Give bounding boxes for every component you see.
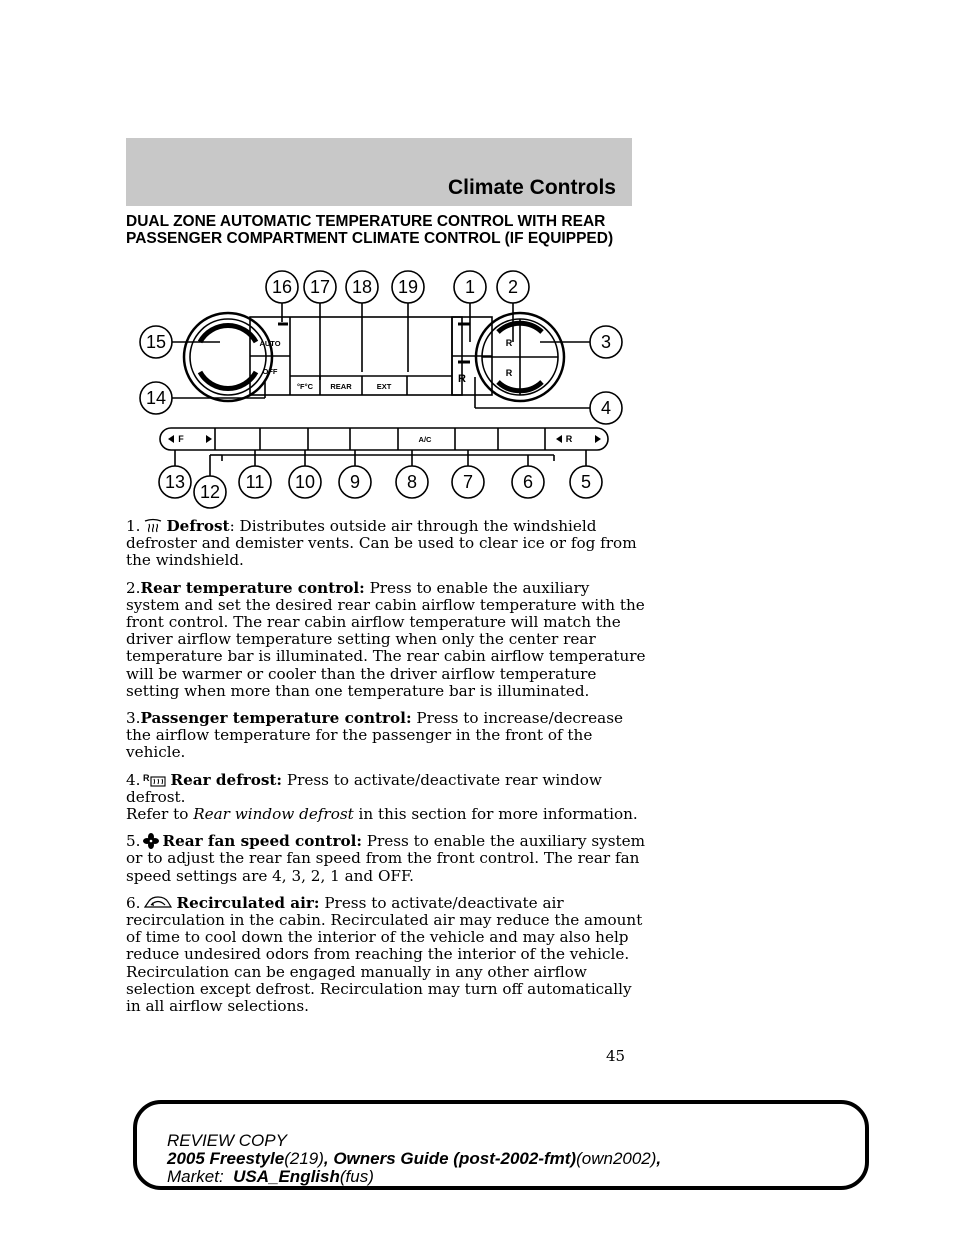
callout-13: 13 [164,472,186,492]
footer-line-3: Market: USA_English(fus) [167,1167,374,1186]
callout-2: 2 [507,277,519,297]
callout-9: 9 [349,472,361,492]
section-title-line-2: PASSENGER COMPARTMENT CLIMATE CONTROL (IF EQUIPPED) [126,230,614,247]
section-name: Climate Controls [447,176,616,199]
callout-3: 3 [600,332,612,352]
units-button-label: °F°C [297,382,313,391]
windshield-defrost-icon [143,518,163,534]
fan-icon [143,833,159,849]
rear-knob-top-label: R [505,338,513,348]
rear-fan-label: R [565,434,573,444]
callout-18: 18 [351,277,373,297]
callout-5: 5 [580,472,592,492]
footer-line-1: REVIEW COPY [167,1131,287,1150]
callout-16: 16 [271,277,293,297]
page-number: 45 [606,1047,626,1065]
auto-button-label: AUTO [259,339,281,348]
callout-19: 19 [397,277,419,297]
callout-1: 1 [464,277,476,297]
fan-arrow-icons [168,435,601,443]
item-2: 2.Rear temperature control: Press to enable the auxiliary system and set the desired rear cabin airflow temperature with the front control. The rear cabin airflow temperature will match the driver airflow temperature setting when only the center rear temperature bar is illuminated. The rear cabin airflow temperature will be warmer or cooler than the driver airflow temperature setting when more than one temperature bar is illuminated. [126,578,646,700]
callout-12: 12 [199,482,221,502]
rear-button-label: REAR [330,382,352,391]
climate-control-panel-diagram [120,262,640,512]
section-title-line-1: DUAL ZONE AUTOMATIC TEMPERATURE CONTROL WITH REAR [126,213,606,230]
recirculation-icon [143,895,173,911]
callout-8: 8 [406,472,418,492]
header-banner [126,138,632,206]
rear-knob-bottom-label: R [505,368,513,378]
svg-text:R: R [142,772,149,783]
item-5: 5. Rear fan speed control: Press to enable the auxiliary system or to adjust the rear fan speed from the front control. The rear fan speed settings are 4, 3, 2, 1 and OFF. [126,832,646,885]
callout-4: 4 [600,398,612,418]
callout-17: 17 [309,277,331,297]
front-fan-label: F [178,434,184,444]
callout-14: 14 [145,388,167,408]
callout-10: 10 [294,472,316,492]
section-title [126,213,646,247]
item-6: 6. Recirculated air: Press to activate/deactivate air recirculation in the cabin. Recirculated air may reduce the amount of time to cool down the interior of the vehicle and may also help reduce undesired odors from reaching the interior of the vehicle. Recirculation can be engaged manually in any other airflow selection except defrost. Recirculation may turn off automatically in all airflow selections. [126,893,643,1016]
item-descriptions [126,518,646,1025]
off-button-label: OFF [262,367,278,376]
bottom-button-bar [160,428,608,450]
review-copy-footer [133,1100,869,1190]
callout-15: 15 [145,332,167,352]
item-1: 1. Defrost: Distributes outside air through the windshield defroster and demister vents. Can be used to clear ice or fog from the windshield. [126,517,637,570]
rear-defrost-button-label: R [458,373,466,385]
callout-11: 11 [245,472,265,492]
footer-text [167,1132,661,1186]
footer-line-2: 2005 Freestyle(219), Owners Guide (post-2002-fmt)(own2002), [167,1149,662,1168]
item-4: 4. R Rear defrost: Press to activate/deactivate rear window defrost. Refer to Rear window defrost in this section for more information. [126,770,638,824]
ext-button-label: EXT [376,382,392,391]
rear-defrost-icon [143,772,167,788]
ac-button-label: A/C [418,435,432,444]
callout-7: 7 [462,472,474,492]
item-3: 3.Passenger temperature control: Press to increase/decrease the airflow temperature for the passenger in the front of the vehicle. [126,709,623,762]
callout-6: 6 [522,472,534,492]
